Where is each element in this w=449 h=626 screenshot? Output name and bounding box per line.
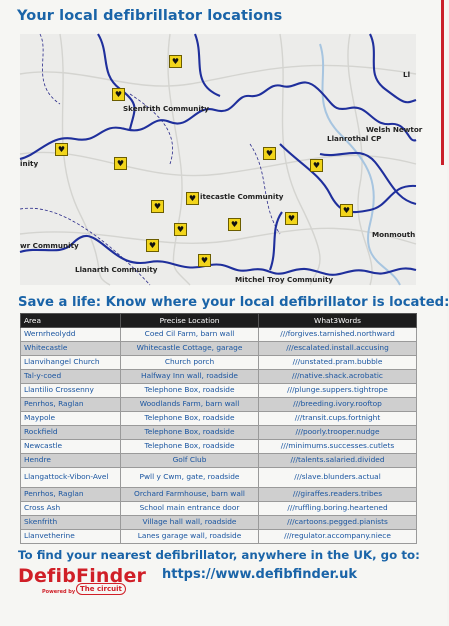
defibrillator-pin-icon: ♥	[169, 55, 182, 68]
cell-area: Rockfield	[21, 426, 121, 440]
table-row	[21, 454, 417, 468]
cell-location: Telephone Box, roadside	[121, 440, 259, 454]
cell-location: Golf Club	[121, 454, 259, 468]
table-row	[21, 502, 417, 516]
table-header-row	[21, 314, 417, 328]
red-edge-bar	[441, 0, 444, 165]
cell-what3words: ///poorly.trooper.nudge	[259, 426, 417, 440]
defibrillator-pin-icon: ♥	[174, 223, 187, 236]
cell-area: Maypole	[21, 412, 121, 426]
cell-location: Telephone Box, roadside	[121, 412, 259, 426]
column-header-location: Precise Location	[121, 314, 259, 328]
map-label-welsh-newton: Welsh Newtor	[366, 125, 423, 134]
cell-what3words: ///slave.blunders.actual	[259, 468, 417, 488]
cell-what3words: ///giraffes.readers.tribes	[259, 488, 417, 502]
footer-instruction: To find your nearest defibrillator, anywhere in the UK, go to:	[18, 548, 420, 562]
defibrillator-pin-icon: ♥	[114, 157, 127, 170]
table-row	[21, 440, 417, 454]
defibrillator-pin-icon: ♥	[285, 212, 298, 225]
page-title: Your local defibrillator locations	[17, 8, 283, 24]
map-drawing	[20, 34, 416, 285]
defibfinder-url-link[interactable]: https://www.defibfinder.uk	[162, 567, 358, 582]
cell-what3words: ///cartoons.pegged.pianists	[259, 516, 417, 530]
cell-location: School main entrance door	[121, 502, 259, 516]
powered-by-label: Powered by	[42, 589, 76, 595]
defibrillator-pin-icon: ♥	[55, 143, 68, 156]
cell-location: Coed Cil Farm, barn wall	[121, 328, 259, 342]
cell-location: Telephone Box, roadside	[121, 384, 259, 398]
cell-area: Whitecastle	[21, 342, 121, 356]
defibrillator-map	[20, 34, 423, 285]
defibfinder-logo[interactable]	[18, 565, 147, 595]
map-label-unity: inity	[20, 159, 39, 168]
cell-area: Llanvetherine	[21, 530, 121, 544]
table-row	[21, 384, 417, 398]
map-label-whitecastle: itecastle Community	[200, 192, 284, 201]
defibrillator-pin-icon: ♥	[146, 239, 159, 252]
section-heading: Save a life: Know where your local defibrillator is located:	[18, 295, 449, 310]
table-row	[21, 530, 417, 544]
cell-area: Skenfrith	[21, 516, 121, 530]
defibrillator-pin-icon: ♥	[151, 200, 164, 213]
cell-location: Halfway Inn wall, roadside	[121, 370, 259, 384]
cell-what3words: ///regulator.accompany.niece	[259, 530, 417, 544]
cell-what3words: ///plunge.suppers.tightrope	[259, 384, 417, 398]
table-row	[21, 488, 417, 502]
defibrillator-pin-icon: ♥	[340, 204, 353, 217]
cell-location: Village hall wall, roadside	[121, 516, 259, 530]
cell-what3words: ///forgives.tarnished.northward	[259, 328, 417, 342]
cell-area: Newcastle	[21, 440, 121, 454]
the-circuit-logo: The circuit	[76, 583, 126, 595]
defibrillator-pin-icon: ♥	[263, 147, 276, 160]
defibfinder-wordmark: DefibFinder	[18, 565, 147, 587]
map-label-wr-community: wr Community	[20, 241, 79, 250]
map-label-llanarth: Llanarth Community	[75, 265, 158, 274]
cell-area: Penrhos, Raglan	[21, 398, 121, 412]
table-row	[21, 342, 417, 356]
cell-area: Llanvihangel Church	[21, 356, 121, 370]
defibrillator-table	[20, 313, 417, 544]
cell-location: Orchard Farmhouse, barn wall	[121, 488, 259, 502]
cell-what3words: ///breeding.ivory.rooftop	[259, 398, 417, 412]
table-row	[21, 516, 417, 530]
cell-area: Hendre	[21, 454, 121, 468]
table-row	[21, 356, 417, 370]
defibrillator-pin-icon: ♥	[228, 218, 241, 231]
defibrillator-pin-icon: ♥	[186, 192, 199, 205]
column-header-area: Area	[21, 314, 121, 328]
cell-location: Pwll y Cwm, gate, roadside	[121, 468, 259, 488]
cell-location: Lanes garage wall, roadside	[121, 530, 259, 544]
cell-area: Penrhos, Raglan	[21, 488, 121, 502]
cell-what3words: ///minimums.successes.cutlets	[259, 440, 417, 454]
cell-what3words: ///ruffling.boring.heartened	[259, 502, 417, 516]
map-label-skenfrith: Skenfrith Community	[123, 104, 209, 113]
defibrillator-pin-icon: ♥	[112, 88, 125, 101]
cell-location: Woodlands Farm, barn wall	[121, 398, 259, 412]
defibrillator-pin-icon: ♥	[198, 254, 211, 267]
map-label-llanrothal: Llanrothal CP	[327, 134, 382, 143]
cell-location: Whitecastle Cottage, garage	[121, 342, 259, 356]
map-label-mitchel-troy: Mitchel Troy Community	[235, 275, 334, 284]
table-row	[21, 370, 417, 384]
table-row	[21, 426, 417, 440]
map-label-ll: Ll	[403, 70, 411, 79]
cell-what3words: ///unstated.pram.bubble	[259, 356, 417, 370]
column-header-what3words: What3Words	[259, 314, 417, 328]
cell-area: Llangattock-Vibon-Avel	[21, 468, 121, 488]
cell-what3words: ///transit.cups.fortnight	[259, 412, 417, 426]
cell-what3words: ///talents.salaried.divided	[259, 454, 417, 468]
table-row	[21, 412, 417, 426]
table-row	[21, 328, 417, 342]
cell-location: Telephone Box, roadside	[121, 426, 259, 440]
table-row	[21, 468, 417, 488]
map-label-monmouth: Monmouth	[372, 230, 416, 239]
cell-area: Wernrheolydd	[21, 328, 121, 342]
cell-what3words: ///escalated.install.accusing	[259, 342, 417, 356]
cell-area: Tal-y-coed	[21, 370, 121, 384]
cell-area: Cross Ash	[21, 502, 121, 516]
cell-what3words: ///native.shack.acrobatic	[259, 370, 417, 384]
defibrillator-pin-icon: ♥	[310, 159, 323, 172]
cell-area: Llantilio Crossenny	[21, 384, 121, 398]
cell-location: Church porch	[121, 356, 259, 370]
table-row	[21, 398, 417, 412]
